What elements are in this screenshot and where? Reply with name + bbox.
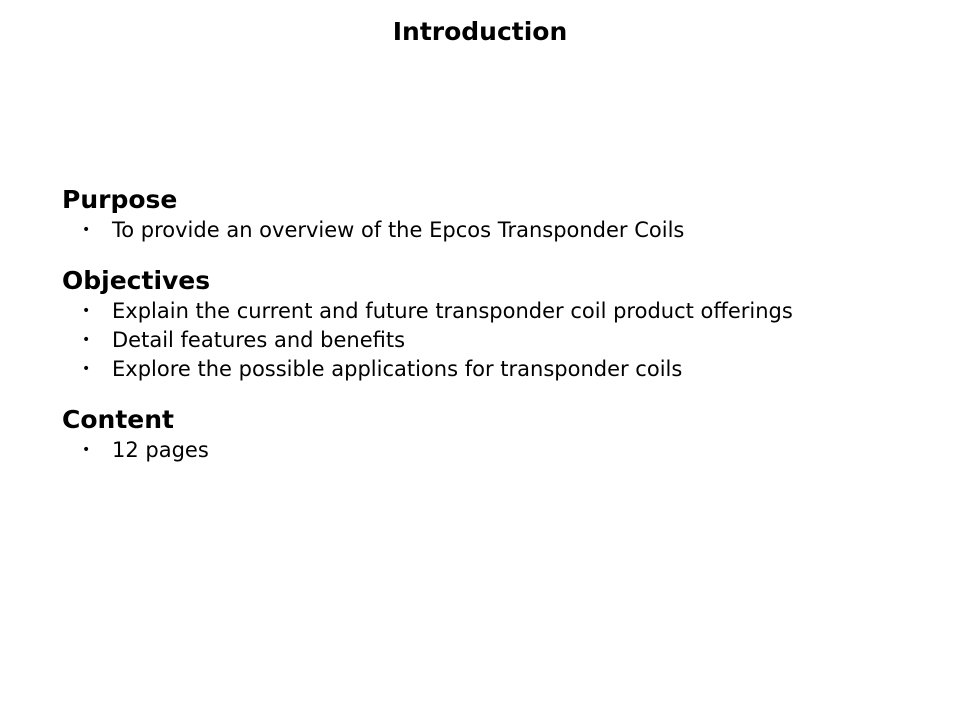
bullet-item bbox=[62, 216, 932, 245]
slide-title: Introduction bbox=[392, 17, 568, 46]
bullet-text: To provide an overview of the Epcos Transponder Coils bbox=[112, 218, 685, 242]
section-content bbox=[62, 404, 932, 465]
bullet-list-content bbox=[62, 436, 932, 465]
bullet-text: Explain the current and future transponder coil product offerings bbox=[112, 299, 793, 323]
bullet-text: Detail features and benefits bbox=[112, 328, 406, 352]
bullet-item bbox=[62, 326, 932, 355]
bullet-icon: • bbox=[82, 222, 91, 238]
bullet-list-purpose bbox=[62, 216, 932, 245]
bullet-text: 12 pages bbox=[112, 438, 209, 462]
section-purpose bbox=[62, 184, 932, 245]
bullet-list-objectives bbox=[62, 297, 932, 384]
section-heading-objectives: Objectives bbox=[62, 266, 211, 295]
bullet-icon: • bbox=[82, 442, 91, 458]
bullet-text: Explore the possible applications for transponder coils bbox=[112, 357, 683, 381]
bullet-item bbox=[62, 355, 932, 384]
bullet-icon: • bbox=[82, 332, 91, 348]
section-objectives bbox=[62, 265, 932, 384]
bullet-icon: • bbox=[82, 303, 91, 319]
section-heading-content: Content bbox=[62, 405, 174, 434]
section-heading-purpose: Purpose bbox=[62, 185, 178, 214]
bullet-item bbox=[62, 436, 932, 465]
bullet-icon: • bbox=[82, 361, 91, 377]
bullet-item bbox=[62, 297, 932, 326]
slide-content bbox=[62, 184, 932, 485]
